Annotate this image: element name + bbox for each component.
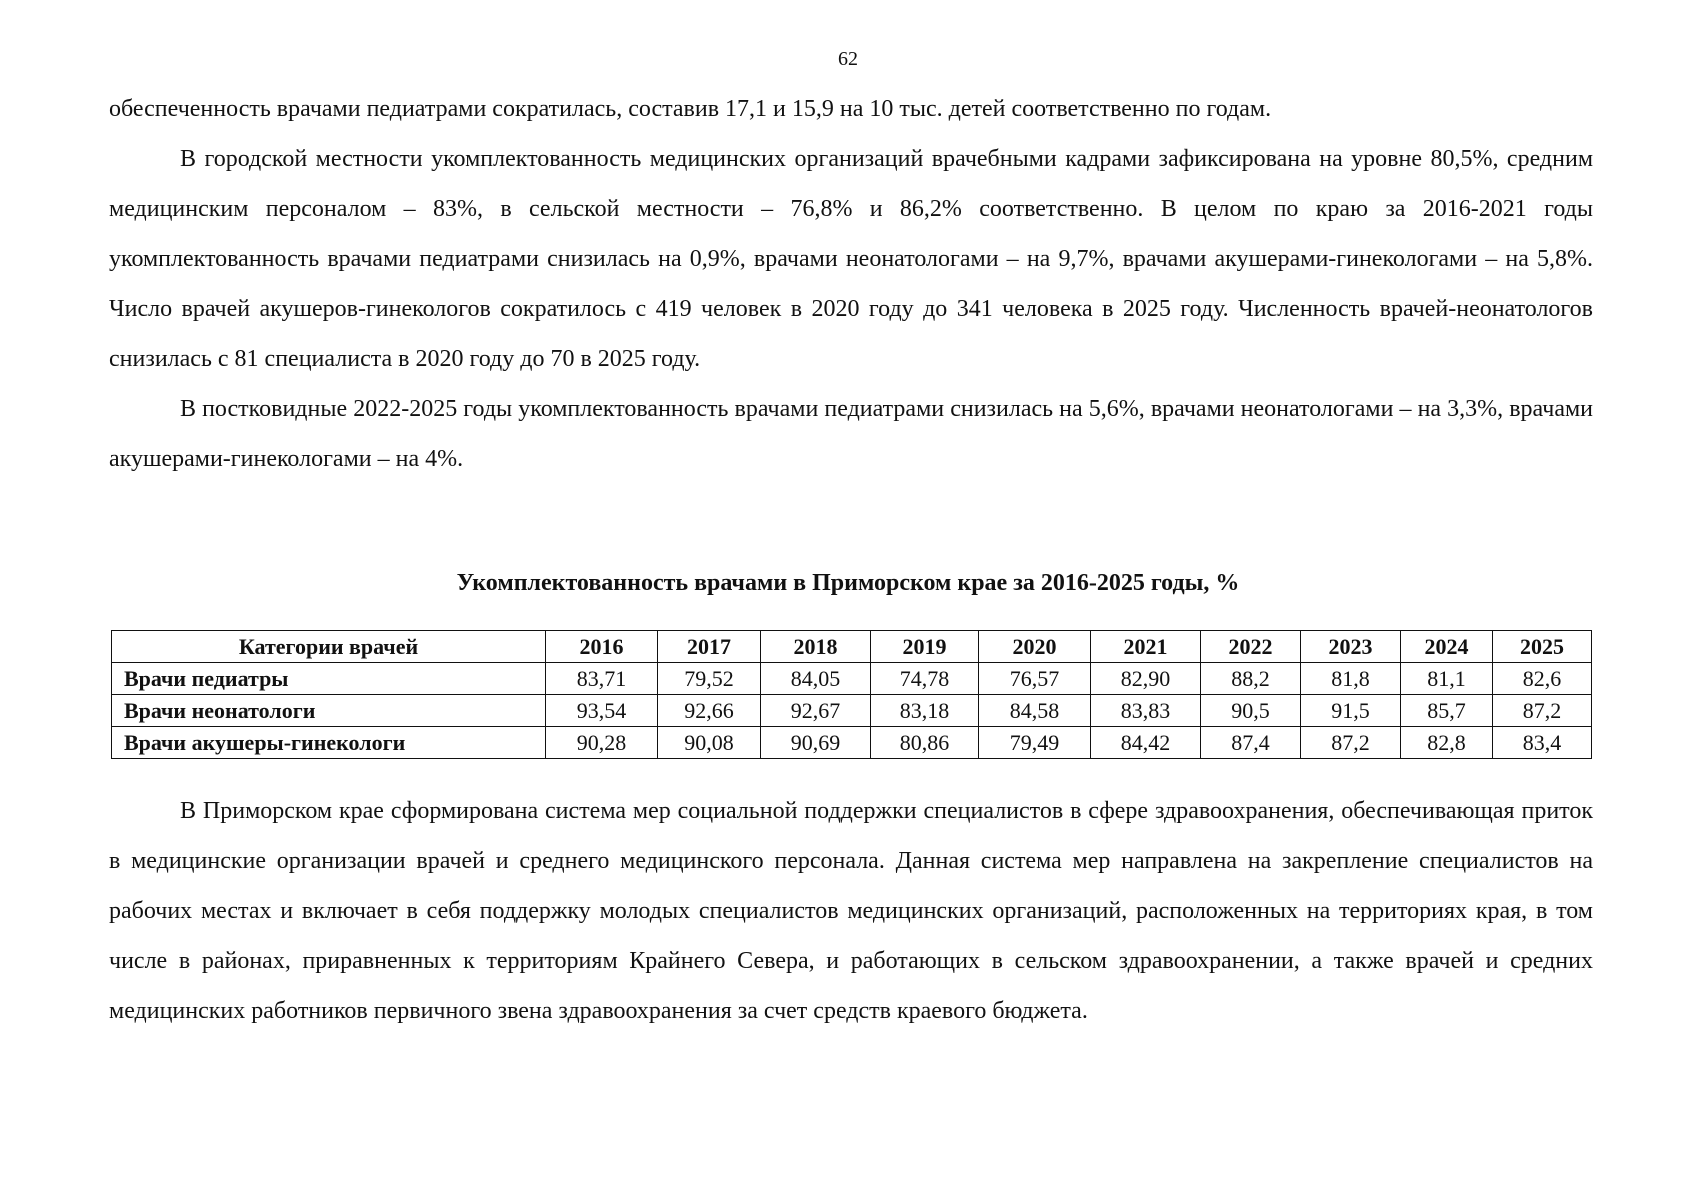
table-cell: 88,2	[1201, 663, 1301, 695]
column-header-year: 2021	[1091, 631, 1201, 663]
table-cell: 82,8	[1401, 727, 1493, 759]
paragraph: В городской местности укомплектованность медицинских организаций врачебными кадрами зафиксирована на уровне 80,5%, средним медицинским персоналом – 83%, в сельской местности – 76,8% и 86,2% соответственно. В целом по краю за 2016-2021 годы укомплектованность врачами педиатрами снизилась на 0,9%, врачами неонатологами – на 9,7%, врачами акушерами-гинекологами – на 5,8%. Число врачей акушеров-гинекологов сократилось с 419 человек в 2020 году до 341 человека в 2025 году. Численность врачей-неонатологов снизилась с 81 специалиста в 2020 году до 70 в 2025 году.	[109, 146, 1593, 372]
table-cell: 83,4	[1493, 727, 1592, 759]
table-cell: 84,42	[1091, 727, 1201, 759]
staffing-table	[111, 630, 1592, 759]
table-cell: 90,28	[546, 727, 658, 759]
table-cell: 91,5	[1301, 695, 1401, 727]
table-cell: 85,7	[1401, 695, 1493, 727]
table-cell: 92,66	[658, 695, 761, 727]
table-cell: 90,08	[658, 727, 761, 759]
table-cell: 79,49	[979, 727, 1091, 759]
table-cell: 87,2	[1493, 695, 1592, 727]
column-header-year: 2017	[658, 631, 761, 663]
paragraph: В постковидные 2022-2025 годы укомплектованность врачами педиатрами снизилась на 5,6%, врачами неонатологами – на 3,3%, врачами акушерами-гинекологами – на 4%.	[109, 396, 1593, 472]
table-cell: 81,1	[1401, 663, 1493, 695]
column-header-year: 2018	[761, 631, 871, 663]
paragraph: В Приморском крае сформирована система мер социальной поддержки специалистов в сфере здравоохранения, обеспечивающая приток в медицинские организации врачей и среднего медицинского персонала. Данная система мер направлена на закрепление специалистов на рабочих местах и включает в себя поддержку молодых специалистов медицинских организаций, расположенных на территориях края, в том числе в районах, приравненных к территориям Крайнего Севера, и работающих в сельском здравоохранении, а также врачей и средних медицинских работников первичного звена здравоохранения за счет средств краевого бюджета.	[109, 798, 1593, 1024]
table-cell: 81,8	[1301, 663, 1401, 695]
column-header-year: 2020	[979, 631, 1091, 663]
table-row	[112, 695, 1592, 727]
body-text-top	[109, 84, 1593, 484]
body-text-bottom	[109, 786, 1593, 1036]
table-cell: 87,2	[1301, 727, 1401, 759]
table-cell: 74,78	[871, 663, 979, 695]
table-header-row	[112, 631, 1592, 663]
table-cell: 90,69	[761, 727, 871, 759]
column-header-year: 2016	[546, 631, 658, 663]
column-header-year: 2019	[871, 631, 979, 663]
paragraph: обеспеченность врачами педиатрами сократилась, составив 17,1 и 15,9 на 10 тыс. детей соответственно по годам.	[109, 96, 1272, 122]
table-title: Укомплектованность врачами в Приморском крае за 2016-2025 годы, %	[456, 570, 1240, 596]
page-number: 62	[838, 48, 858, 70]
table-cell: 83,18	[871, 695, 979, 727]
table-cell: 82,6	[1493, 663, 1592, 695]
table-cell: 90,5	[1201, 695, 1301, 727]
table-cell: 82,90	[1091, 663, 1201, 695]
table-cell: 79,52	[658, 663, 761, 695]
table-cell: 83,83	[1091, 695, 1201, 727]
table-cell: 76,57	[979, 663, 1091, 695]
table-cell: 84,05	[761, 663, 871, 695]
table-cell: 92,67	[761, 695, 871, 727]
table-row	[112, 663, 1592, 695]
table-cell: 83,71	[546, 663, 658, 695]
row-label: Врачи акушеры-гинекологи	[112, 727, 546, 759]
table-cell: 93,54	[546, 695, 658, 727]
column-header-year: 2025	[1493, 631, 1592, 663]
table-row	[112, 727, 1592, 759]
row-label: Врачи педиатры	[112, 663, 546, 695]
column-header-year: 2024	[1401, 631, 1493, 663]
row-label: Врачи неонатологи	[112, 695, 546, 727]
table-cell: 87,4	[1201, 727, 1301, 759]
column-header-category: Категории врачей	[112, 631, 546, 663]
column-header-year: 2023	[1301, 631, 1401, 663]
table-cell: 84,58	[979, 695, 1091, 727]
table-cell: 80,86	[871, 727, 979, 759]
column-header-year: 2022	[1201, 631, 1301, 663]
